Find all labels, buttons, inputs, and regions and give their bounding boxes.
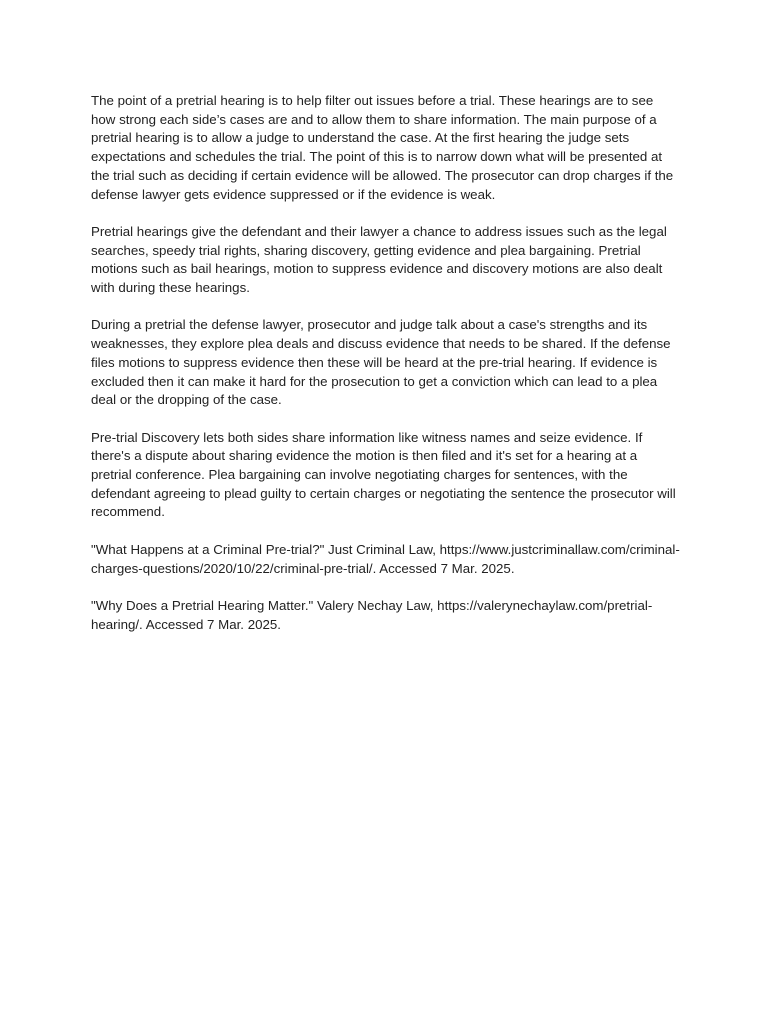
citation-valery-nechay-law: "Why Does a Pretrial Hearing Matter." Valery Nechay Law, https://valerynechaylaw.com/pretrial-hearing/. Accessed 7 Mar. 2025. xyxy=(91,597,653,632)
document-body xyxy=(91,92,681,653)
paragraph-discovery: Pre-trial Discovery lets both sides share information like witness names and seize evidence. If there's a dispute about sharing evidence the motion is then filed and it's set for a hearing at a pretrial conference. Plea bargaining can involve negotiating charges for sentences, with the defendant agreeing to plead guilty to certain charges or negotiating the sentence the prosecutor will recommend. xyxy=(91,429,676,520)
citation-just-criminal-law: "What Happens at a Criminal Pre-trial?" Just Criminal Law, https://www.justcriminallaw.com/criminal-charges-questions/2020/10/22/criminal-pre-trial/. Accessed 7 Mar. 2025. xyxy=(91,541,680,576)
paragraph-purpose: The point of a pretrial hearing is to help filter out issues before a trial. These hearings are to see how strong each side’s cases are and to allow them to share information. The main purpose of a pretrial hearing is to allow a judge to understand the case. At the first hearing the judge sets expectations and schedules the trial. The point of this is to narrow down what will be presented at the trial such as deciding if certain evidence will be allowed. The prosecutor can drop charges if the defense lawyer gets evidence suppressed or if the evidence is weak. xyxy=(91,93,674,202)
paragraph-strengths: During a pretrial the defense lawyer, prosecutor and judge talk about a case's strengths and its weaknesses, they explore plea deals and discuss evidence that needs to be shared. If the defense files motions to suppress evidence then these will be heard at the pre-trial hearing. If evidence is excluded then it can make it hard for the prosecution to get a conviction which can lead to a plea deal or the dropping of the case. xyxy=(91,317,671,408)
paragraph-issues: Pretrial hearings give the defendant and their lawyer a chance to address issues such as the legal searches, speedy trial rights, sharing discovery, getting evidence and plea bargaining. Pretrial motions such as bail hearings, motion to suppress evidence and discovery motions are also dealt with during these hearings. xyxy=(91,223,667,296)
